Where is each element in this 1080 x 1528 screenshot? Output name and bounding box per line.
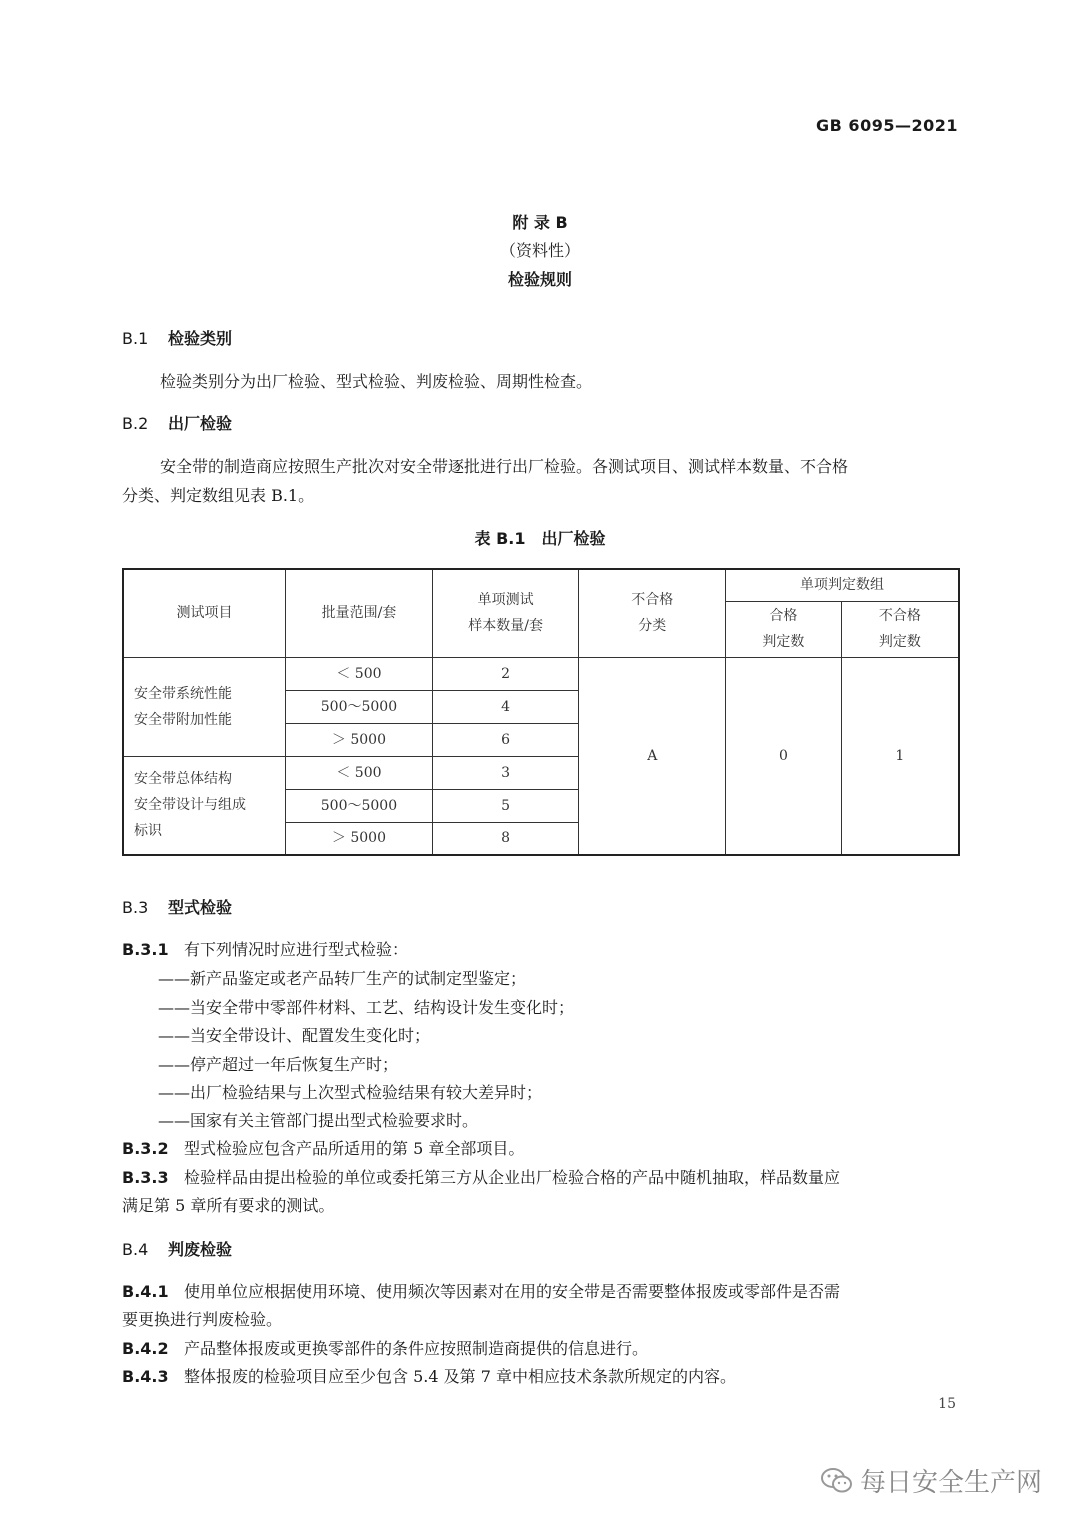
header-sample-count bbox=[432, 569, 579, 657]
table-row bbox=[123, 657, 959, 690]
batch-cell: ＜ 500 bbox=[286, 756, 433, 789]
clause-number: B.4.1 bbox=[122, 1282, 169, 1301]
sample-cell: 4 bbox=[432, 690, 579, 723]
header-line: 判定数 bbox=[878, 634, 921, 650]
batch-cell: ＞ 5000 bbox=[286, 822, 433, 855]
clause-text: 有下列情况时应进行型式检验： bbox=[184, 940, 409, 959]
fail-number-cell: 1 bbox=[841, 657, 959, 855]
item-line: 安全带系统性能 bbox=[134, 685, 232, 702]
header-test-item: 测试项目 bbox=[123, 569, 286, 657]
clause-text: 产品整体报废或更换零部件的条件应按照制造商提供的信息进行。 bbox=[184, 1339, 649, 1358]
header-line: 判定数 bbox=[762, 634, 805, 650]
clause-b3-3-cont: 满足第 5 章所有要求的测试。 bbox=[122, 1196, 335, 1215]
appendix-label: 附 录 B bbox=[512, 213, 568, 232]
item-line: 标识 bbox=[134, 823, 162, 840]
section-title: 出厂检验 bbox=[168, 414, 233, 433]
section-title: 检验类别 bbox=[168, 329, 233, 348]
pass-number-cell: 0 bbox=[726, 657, 842, 855]
list-item: ——国家有关主管部门提出型式检验要求时。 bbox=[158, 1111, 479, 1130]
clause-number: B.4.2 bbox=[122, 1339, 169, 1358]
clause-b3-2 bbox=[122, 1136, 524, 1159]
watermark bbox=[820, 1462, 1042, 1499]
table-caption: 表 B.1 出厂检验 bbox=[474, 529, 606, 548]
batch-cell: ＜ 500 bbox=[286, 657, 433, 690]
sample-cell: 2 bbox=[432, 657, 579, 690]
wechat-icon bbox=[820, 1466, 854, 1496]
batch-cell: 500～5000 bbox=[286, 690, 433, 723]
list-item: ——当安全带中零部件材料、工艺、结构设计发生变化时； bbox=[158, 998, 575, 1017]
sample-cell: 5 bbox=[432, 789, 579, 822]
header-line: 合格 bbox=[769, 608, 798, 624]
sample-cell: 3 bbox=[432, 756, 579, 789]
clause-b3-3 bbox=[122, 1165, 840, 1188]
header-line: 分类 bbox=[638, 618, 667, 635]
batch-cell: 500～5000 bbox=[286, 789, 433, 822]
clause-text: 使用单位应根据使用环境、使用频次等因素对在用的安全带是否需要整体报废或零部件是否需 bbox=[184, 1282, 841, 1301]
inspection-table bbox=[122, 568, 960, 856]
clause-number: B.3.3 bbox=[122, 1168, 169, 1187]
section-b3-heading bbox=[122, 895, 232, 918]
clause-b4-3 bbox=[122, 1364, 736, 1387]
header-nonconformity-class bbox=[579, 569, 726, 657]
appendix-title: 检验规则 bbox=[507, 270, 572, 289]
header-line: 单项测试 bbox=[477, 592, 534, 609]
list-item: ——出厂检验结果与上次型式检验结果有较大差异时； bbox=[158, 1083, 543, 1102]
item-line: 安全带附加性能 bbox=[134, 711, 232, 728]
header-line: 不合格 bbox=[878, 608, 921, 624]
clause-number: B.3.2 bbox=[122, 1139, 169, 1158]
list-item: ——新产品鉴定或老产品转厂生产的试制定型鉴定； bbox=[158, 969, 527, 988]
document-number: GB 6095—2021 bbox=[816, 116, 958, 135]
section-title: 型式检验 bbox=[168, 898, 233, 917]
clause-b4-2 bbox=[122, 1336, 648, 1359]
section-number: B.3 bbox=[122, 898, 149, 917]
header-batch-range: 批量范围/套 bbox=[286, 569, 433, 657]
section-number: B.2 bbox=[122, 414, 149, 433]
sample-cell: 8 bbox=[432, 822, 579, 855]
section-b1-heading bbox=[122, 326, 232, 349]
section-b4-heading bbox=[122, 1237, 232, 1260]
header-pass-number bbox=[726, 601, 842, 657]
header-judgement-group: 单项判定数组 bbox=[726, 569, 959, 601]
section-number: B.4 bbox=[122, 1240, 149, 1259]
clause-text: 检验样品由提出检验的单位或委托第三方从企业出厂检验合格的产品中随机抽取，样品数量应 bbox=[184, 1168, 841, 1187]
clause-b3-1 bbox=[122, 937, 408, 960]
header-line: 样本数量/套 bbox=[468, 618, 543, 635]
clause-b4-1-cont: 要更换进行判废检验。 bbox=[122, 1310, 283, 1329]
test-item-group1 bbox=[123, 657, 286, 756]
clause-text: 型式检验应包含产品所适用的第 5 章全部项目。 bbox=[184, 1139, 525, 1158]
section-b2-text-line1: 安全带的制造商应按照生产批次对安全带逐批进行出厂检验。各测试项目、测试样本数量、不合格 bbox=[160, 457, 849, 476]
sample-cell: 6 bbox=[432, 723, 579, 756]
section-b2-text-line2: 分类、判定数组见表 B.1。 bbox=[122, 486, 315, 505]
clause-b4-1 bbox=[122, 1279, 840, 1302]
section-b1-text: 检验类别分为出厂检验、型式检验、判废检验、周期性检查。 bbox=[160, 372, 593, 391]
batch-cell: ＞ 5000 bbox=[286, 723, 433, 756]
section-b2-heading bbox=[122, 411, 232, 434]
clause-number: B.4.3 bbox=[122, 1367, 169, 1386]
clause-text: 整体报废的检验项目应至少包含 5.4 及第 7 章中相应技术条款所规定的内容。 bbox=[184, 1367, 736, 1386]
header-line: 不合格 bbox=[631, 592, 674, 609]
item-line: 安全带设计与组成 bbox=[134, 797, 246, 814]
clause-number: B.3.1 bbox=[122, 940, 169, 959]
section-number: B.1 bbox=[122, 329, 149, 348]
page-number: 15 bbox=[938, 1396, 956, 1412]
class-cell: A bbox=[579, 657, 726, 855]
appendix-nature: （资料性） bbox=[499, 241, 580, 260]
item-line: 安全带总体结构 bbox=[134, 771, 232, 788]
list-item: ——当安全带设计、配置发生变化时； bbox=[158, 1026, 431, 1045]
header-fail-number bbox=[841, 601, 959, 657]
test-item-group2 bbox=[123, 756, 286, 855]
watermark-text: 每日安全生产网 bbox=[860, 1468, 1043, 1498]
section-title: 判废检验 bbox=[168, 1240, 233, 1259]
list-item: ——停产超过一年后恢复生产时； bbox=[158, 1055, 399, 1074]
